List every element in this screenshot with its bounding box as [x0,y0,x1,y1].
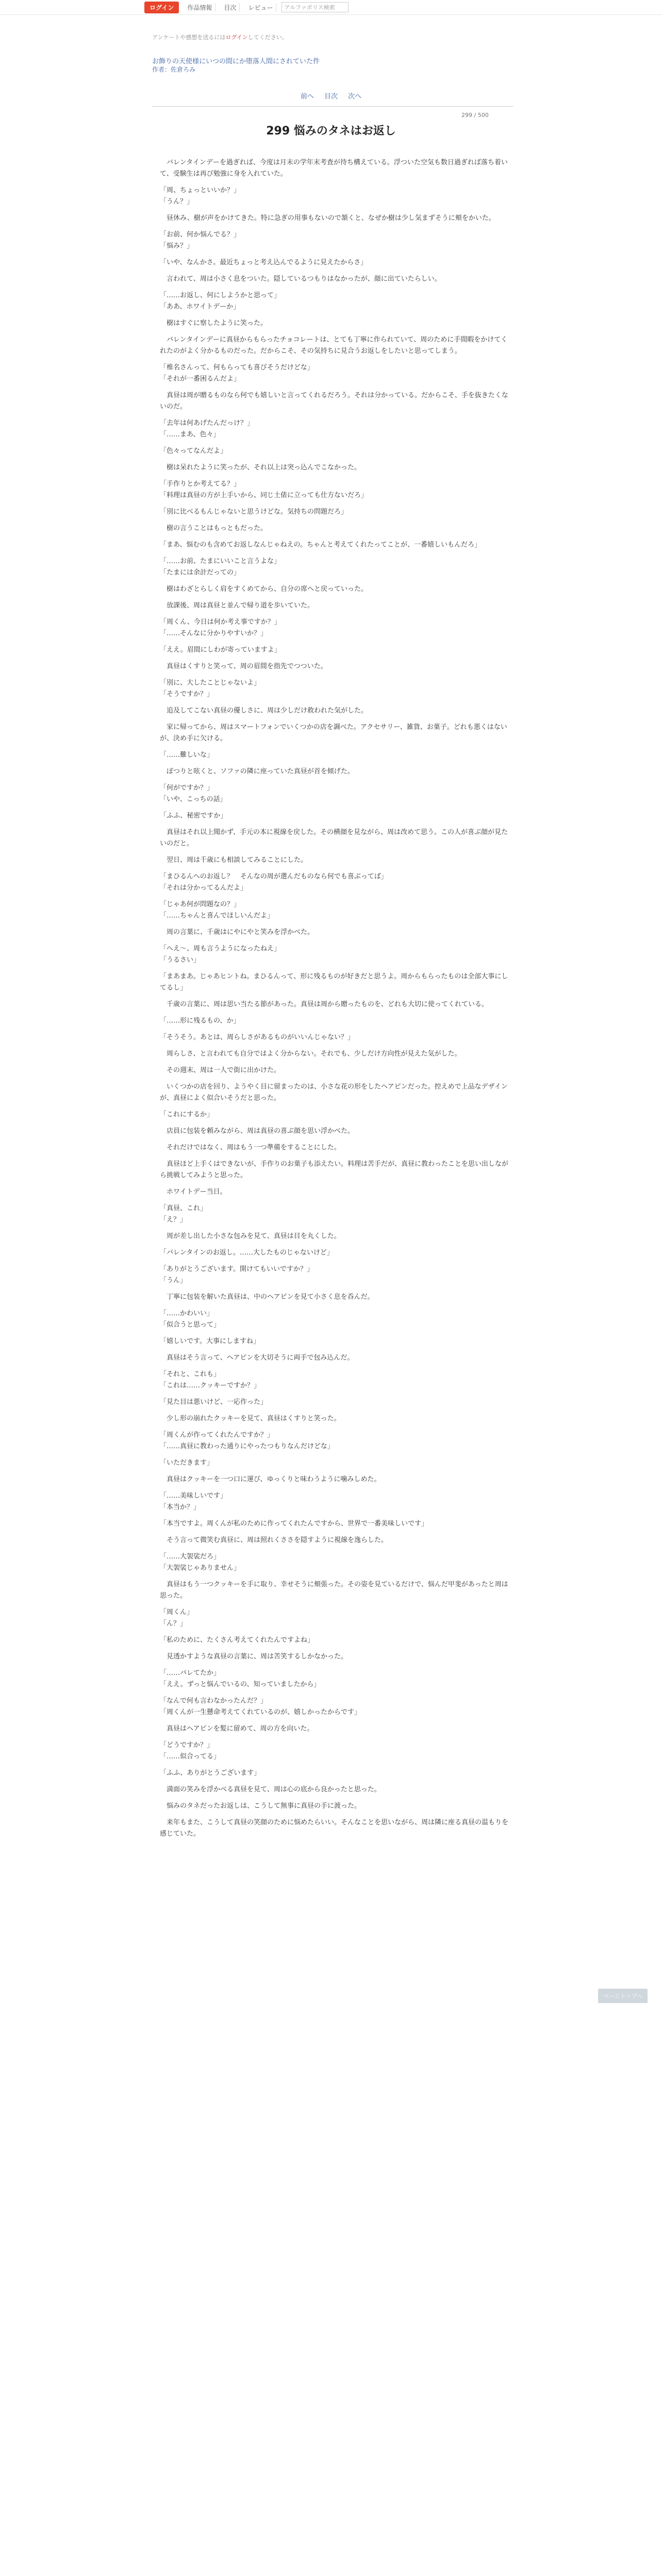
paragraph: ホワイトデー当日。 [160,1188,227,1196]
paragraph: 言われて、周は小さく息をついた。隠しているつもりはなかったが、顔に出ていたらしい。 [160,275,441,283]
paragraph: 「ありがとうございます。開けてもいいですか？」 「うん」 [160,1265,313,1284]
paragraph: 悩みのタネだったお返しは、こうして無事に真昼の手に渡った。 [160,1802,361,1810]
paragraph: 昼休み、樹が声をかけてきた。特に急ぎの用事もないので頷くと、なぜか樹は少し気まずそうに頬をかいた。 [160,214,495,222]
chapter-nav-top [0,91,662,100]
paragraph: 「別に、大したことじゃないよ」 「そうですか？」 [160,679,261,698]
paragraph: 来年もまた、こうして真昼の笑顔のために悩めたらいい。そんなことを思いながら、周は隣に座る真昼の温もりを感じていた。 [160,1819,509,1838]
paragraph: 「去年は何あげたんだっけ？」 「……まあ、色々」 [160,419,254,438]
paragraph: 「お前、何か悩んでる？」 「悩み？」 [160,231,241,250]
paragraph: 翌日、周は千歳にも相談してみることにした。 [160,856,308,864]
paragraph: 「いただきます」 [160,1459,214,1467]
top-bar [0,0,662,15]
notice-login-link[interactable]: ログイン [225,34,248,41]
paragraph: 「……かわいい」 「似合うと思って」 [160,1310,221,1329]
paragraph: 「いや、なんかさ。最近ちょっと考え込んでるように見えたからさ」 [160,259,368,266]
paragraph: 「何がですか？」 「いや、こっちの話」 [160,784,227,803]
chapter-title: 299 悩みのタネはお返し [266,125,396,138]
paragraph: 追及してこない真昼の優しさに、周は少しだけ救われた気がした。 [160,707,368,715]
paragraph: 「私のために、たくさん考えてくれたんですよね」 [160,1636,315,1644]
menu-item-review[interactable]: レビュー [245,3,276,12]
paragraph: 「まあ、悩むのも含めてお返しなんじゃねえの。ちゃんと考えてくれたってことが、一番嬉しいもんだろ」 [160,541,481,549]
author-label: 作者 [152,66,165,73]
paragraph: 「嬉しいです。大事にしますね」 [160,1337,260,1345]
paragraph: 「バレンタインのお返し。……大したものじゃないけど」 [160,1249,334,1257]
menu-item-toc[interactable]: 目次 [221,3,240,12]
paragraph: 「周くん、今日は何か考え事ですか？」 「……そんなに分かりやすいか？」 [160,618,281,637]
paragraph: 「ふふ、ありがとうございます」 [160,1769,261,1777]
paragraph: 真昼はクッキーを一つ口に運び、ゆっくりと味わうように噛みしめた。 [160,1476,381,1483]
paragraph: 「なんで何も言わなかったんだ？」 「周くんが一生懸命考えてくれているのが、嬉しかったからです」 [160,1697,361,1716]
paragraph: 満面の笑みを浮かべる真昼を見て、周は心の底から良かったと思った。 [160,1786,381,1793]
paragraph: 「……美味しいです」 「本当か？」 [160,1492,227,1511]
paragraph: 樹はすぐに察したように笑った。 [160,319,268,327]
paragraph: 「じゃあ何が問題なの？」 「……ちゃんと喜んでほしいんだよ」 [160,901,274,920]
author-name[interactable]: 佐倉ろみ [171,66,196,73]
paragraph: 「どうですか？」 「……似合ってる」 [160,1741,221,1760]
paragraph: 「色々ってなんだよ」 [160,447,227,455]
paragraph: それだけではなく、周はもう一つ準備をすることにした。 [160,1144,341,1151]
paragraph: 少し形の崩れたクッキーを見て、真昼はくすりと笑った。 [160,1415,341,1422]
paragraph: 放課後、周は真昼と並んで帰り道を歩いていた。 [160,602,315,609]
top-bar-inner [144,2,349,13]
paragraph: 真昼はそう言って、ヘアピンを大切そうに両手で包み込んだ。 [160,1354,354,1362]
page-top-button[interactable]: ページトップへ [598,1989,648,2003]
paragraph: 「まあまあ。じゃあヒントね。まひるんって、形に残るものが好きだと思うよ。周からもらったものは全部大事にしてるし」 [160,973,508,992]
paragraph: 「本当ですよ。周くんが私のために作ってくれたんですから、世界で一番美味しいです」 [160,1520,428,1528]
paragraph: 周らしさ、と言われても自分ではよく分からない。それでも、少しだけ方向性が見えた気がした。 [160,1050,461,1058]
paragraph: 「真昼、これ」 「え？」 [160,1205,207,1224]
paragraph: 「そうそう。あとは、周らしさがあるものがいいんじゃない？」 [160,1033,355,1041]
paragraph: バレンタインデーに真昼からもらったチョコレートは、とても丁寧に作られていて、周のために手間暇をかけてくれたのがよく分かるものだった。だからこそ、その気持ちに見合うお返しをしたいと思ってしまう。 [160,336,508,355]
paragraph: 真昼ほど上手くはできないが、手作りのお菓子も添えたい。料理は苦手だが、真昼に教わったことを思い出しながら挑戦してみようと思った。 [160,1160,508,1179]
paragraph: 「へえ〜、周も言うようになったねえ」 「うるさい」 [160,945,281,964]
prev-link[interactable]: 前へ [300,93,314,100]
paragraph: ぽつりと呟くと、ソファの隣に座っていた真昼が首を傾げた。 [160,768,354,775]
paragraph: 「……お前、たまにいいこと言うよな」 「たまには余計だっての」 [160,557,281,577]
paragraph: 「……バレてたか」 「ええ。ずっと悩んでいるの、知っていましたから」 [160,1669,321,1688]
paragraph: 真昼はヘアピンを髪に留めて、周の方を向いた。 [160,1725,314,1733]
paragraph: 「……お返し、何にしようかと思って」 「ああ、ホワイトデーか」 [160,292,281,311]
menu-item-info[interactable]: 作品情報 [184,3,216,12]
paragraph: 「見た目は悪いけど、一応作った」 [160,1398,268,1406]
paragraph: 「まひるんへのお返し？ そんなの周が選んだものなら何でも喜ぶってば」 「それは分かってるんだよ」 [160,873,388,892]
work-title[interactable]: お飾りの天使様にいつの間にか堕落人間にされていた件 [152,58,320,65]
notice-suffix: してください。 [247,34,288,41]
chapter-body [160,157,510,1845]
paragraph: 「別に比べるもんじゃないと思うけどな。気持ちの問題だろ」 [160,508,348,516]
paragraph: 店員に包装を頼みながら、周は真昼の喜ぶ顔を思い浮かべた。 [160,1127,355,1135]
paragraph: バレンタインデーを過ぎれば、今度は月末の学年末考査が待ち構えている。浮ついた空気も数日過ぎれば落ち着いて、受験生は再び勉強に身を入れていた。 [160,159,508,178]
paragraph: 「……大袈裟だろ」 「大袈裟じゃありません」 [160,1553,241,1572]
paragraph: 千歳の言葉に、周は思い当たる節があった。真昼は周から贈ったものを、どれも大切に使ってくれている。 [160,1001,488,1008]
paragraph: 家に帰ってから、周はスマートフォンでいくつかの店を調べた。アクセサリー、雑貨、お菓子。どれも悪くはないが、決め手に欠ける。 [160,723,507,742]
divider [152,106,513,107]
paragraph: 「ええ。眉間にしわが寄っていますよ」 [160,646,281,654]
paragraph: 真昼は周が贈るものなら何でも嬉しいと言ってくれるだろう。それは分かっている。だからこそ、手を抜きたくないのだ。 [160,392,508,411]
paragraph: 丁寧に包装を解いた真昼は、中のヘアピンを見て小さく息を呑んだ。 [160,1293,374,1301]
paragraph: いくつかの店を回り、ようやく目に留まったのは、小さな花の形をしたヘアピンだった。控えめで上品なデザインが、真昼によく似合いそうだと思った。 [160,1083,508,1102]
paragraph: 「それと、これも」 「これは……クッキーですか？」 [160,1370,261,1389]
paragraph: 周の言葉に、千歳はにやにやと笑みを浮かべた。 [160,928,315,936]
paragraph: 「これにするか」 [160,1111,214,1118]
paragraph: 真昼はもう一つクッキーを手に取り、幸せそうに頬張った。その姿を見ているだけで、悩んだ甲斐があったと周は思った。 [160,1581,508,1600]
login-notice [152,33,288,41]
paragraph: 「椎名さんって、何もらっても喜びそうだけどな」 「それが一番困るんだよ」 [160,364,314,383]
paragraph: 周が差し出した小さな包みを見て、真昼は目を丸くした。 [160,1232,341,1240]
toc-link[interactable]: 目次 [324,93,338,100]
paragraph: 「ふふ、秘密ですか」 [160,812,227,820]
paragraph: 樹の言うことはもっともだった。 [160,524,268,532]
paragraph: その週末、周は一人で街に出かけた。 [160,1066,281,1074]
author-line: 作者：佐倉ろみ [152,66,196,73]
paragraph: 「周くんが作ってくれたんですか？」 「……真昼に教わった通りにやったつもりなんだけどな」 [160,1431,334,1450]
paragraph: 樹は呆れたように笑ったが、それ以上は突っ込んでこなかった。 [160,464,361,471]
chapter-number: 299 / 500 [461,112,489,118]
paragraph: 真昼はくすりと笑って、周の眉間を指先でつついた。 [160,663,327,670]
paragraph: 樹はわざとらしく肩をすくめてから、自分の席へと戻っていった。 [160,585,368,593]
paragraph: 「周くん」 「ん？」 [160,1608,194,1628]
paragraph: 「……難しいな」 [160,751,214,759]
paragraph: 「手作りとか考えてる？」 「料理は真昼の方が上手いから、同じ土俵に立っても仕方ないだろ」 [160,480,368,499]
paragraph: 「周、ちょっといいか？」 「うん？」 [160,187,241,206]
next-link[interactable]: 次へ [348,93,362,100]
search-input[interactable]: アルファポリス検索 [282,2,349,12]
paragraph: 真昼はそれ以上聞かず、手元の本に視線を戻した。その横顔を見ながら、周は改めて思う。この人が喜ぶ顔が見たいのだと。 [160,828,508,848]
paragraph: 「……形に残るもの、か」 [160,1017,240,1025]
login-button[interactable]: ログイン [144,2,179,13]
notice-prefix: アンケートや感想を送るには [152,34,226,41]
paragraph: 見透かすような真昼の言葉に、周は苦笑するしかなかった。 [160,1653,348,1660]
paragraph: そう言って微笑む真昼に、周は照れくささを隠すように視線を逸らした。 [160,1536,388,1544]
